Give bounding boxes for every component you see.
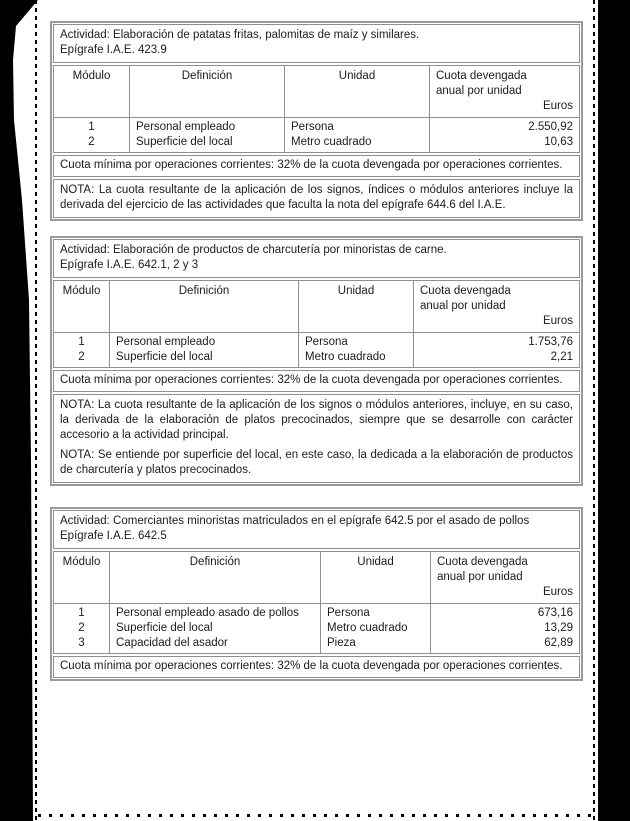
activity-header [53, 510, 580, 549]
cell-unidad: Persona [321, 604, 431, 621]
cell-modulo: 1 [54, 333, 110, 350]
epigrafe-line: Epígrafe I.A.E. 642.1, 2 y 3 [60, 259, 199, 271]
table-row [54, 636, 579, 653]
activity-header [53, 24, 580, 63]
table-body [54, 332, 579, 367]
column-header-unidad: Unidad [321, 552, 431, 603]
column-header-definicion: Definición [110, 552, 321, 603]
table-row [54, 621, 579, 636]
cell-unidad: Persona [285, 118, 430, 135]
cuota-minima-note: Cuota mínima por operaciones corrientes: 32% de la cuota devengada por operaciones corrientes. [53, 656, 580, 678]
currency-label: Euros [542, 586, 573, 598]
column-header-cuota [414, 281, 579, 332]
activity-line: Actividad: Comerciantes minoristas matriculados en el epígrafe 642.5 por el asado de pollos [60, 515, 530, 527]
table-body [54, 603, 579, 653]
nota-text: NOTA: La cuota resultante de la aplicación de los signos o módulos anteriores, incluye, en su caso, la derivada de la elaboración de platos precocinados, siempre que se desarrolle con carácter accesorio a la actividad principal. [60, 399, 573, 441]
notes-section [53, 179, 580, 218]
modules-table [53, 551, 580, 654]
cell-modulo: 2 [54, 135, 130, 152]
table-row [54, 118, 579, 135]
cell-modulo: 2 [54, 350, 110, 367]
cell-definicion: Capacidad del asador [110, 636, 321, 653]
tariff-block-642-1-2-3 [50, 236, 583, 486]
column-header-unidad: Unidad [299, 281, 414, 332]
cuota-minima-note: Cuota mínima por operaciones corrientes: 32% de la cuota devengada por operaciones corrientes. [53, 155, 580, 177]
table-header-row [54, 281, 579, 332]
cell-cuota: 2,21 [550, 351, 573, 363]
epigrafe-line: Epígrafe I.A.E. 642.5 [60, 530, 167, 542]
column-header-definicion: Definición [130, 66, 285, 117]
cuota-header-line1: Cuota devengada [420, 285, 511, 297]
cuota-header-line2: anual por unidad [436, 85, 522, 97]
document-content [50, 21, 583, 681]
column-header-definicion: Definición [110, 281, 299, 332]
cuota-header-line2: anual por unidad [420, 300, 506, 312]
cell-definicion: Superficie del local [130, 135, 285, 152]
cell-cuota: 62,89 [544, 637, 573, 649]
notes-section [53, 394, 580, 483]
table-body [54, 117, 579, 152]
tariff-block-642-5 [50, 507, 583, 681]
activity-header [53, 239, 580, 278]
cell-cuota: 13,29 [544, 622, 573, 634]
cell-cuota: 1.753,76 [528, 336, 573, 348]
cell-cuota: 673,16 [537, 607, 573, 619]
right-black-scan-bar [598, 0, 630, 821]
tariff-block-423-9 [50, 21, 583, 221]
currency-label: Euros [542, 100, 573, 112]
cuota-header-line2: anual por unidad [437, 571, 523, 583]
bottom-dotted-rule [38, 814, 594, 817]
table-header-row [54, 552, 579, 603]
cell-definicion: Personal empleado asado de pollos [110, 604, 321, 621]
cell-modulo: 1 [54, 604, 110, 621]
cell-definicion: Personal empleado [130, 118, 285, 135]
currency-label: Euros [542, 315, 573, 327]
cuota-header-line1: Cuota devengada [436, 70, 527, 82]
table-row [54, 135, 579, 152]
cuota-minima-note: Cuota mínima por operaciones corrientes: 32% de la cuota devengada por operaciones corrientes. [53, 370, 580, 392]
modules-table [53, 280, 580, 368]
column-header-modulo: Módulo [54, 281, 110, 332]
cell-definicion: Superficie del local [110, 621, 321, 636]
cell-definicion: Superficie del local [110, 350, 299, 367]
cell-cuota: 2.550,92 [528, 121, 573, 133]
cuota-header-line1: Cuota devengada [437, 556, 528, 568]
column-header-modulo: Módulo [54, 66, 130, 117]
cell-unidad: Metro cuadrado [285, 135, 430, 152]
modules-table [53, 65, 580, 153]
cell-modulo: 1 [54, 118, 130, 135]
epigrafe-line: Epígrafe I.A.E. 423.9 [60, 44, 167, 56]
cell-modulo: 2 [54, 621, 110, 636]
column-header-cuota [431, 552, 579, 603]
nota-text: NOTA: La cuota resultante de la aplicación de los signos, índices o módulos anteriores incluye la derivada del ejercicio de las actividades que faculta la nota del epígrafe 644.6 del I.A.E. [60, 184, 573, 211]
cell-unidad: Metro cuadrado [321, 621, 431, 636]
left-dashed-rule [35, 0, 37, 821]
cell-modulo: 3 [54, 636, 110, 653]
cell-definicion: Personal empleado [110, 333, 299, 350]
cell-unidad: Pieza [321, 636, 431, 653]
left-black-scan-bar [0, 0, 40, 821]
cell-cuota: 10,63 [544, 136, 573, 148]
table-row [54, 350, 579, 367]
column-header-cuota [430, 66, 579, 117]
column-header-modulo: Módulo [54, 552, 110, 603]
table-row [54, 333, 579, 350]
cell-unidad: Metro cuadrado [299, 350, 414, 367]
table-row [54, 604, 579, 621]
activity-line: Actividad: Elaboración de productos de charcutería por minoristas de carne. [60, 244, 447, 256]
right-dashed-rule [593, 0, 595, 821]
table-header-row [54, 66, 579, 117]
nota-text: NOTA: Se entiende por superficie del local, en este caso, la dedicada a la elaboración de productos de charcutería y platos precocinados. [60, 449, 573, 476]
cell-unidad: Persona [299, 333, 414, 350]
column-header-unidad: Unidad [285, 66, 430, 117]
activity-line: Actividad: Elaboración de patatas fritas, palomitas de maíz y similares. [60, 29, 420, 41]
